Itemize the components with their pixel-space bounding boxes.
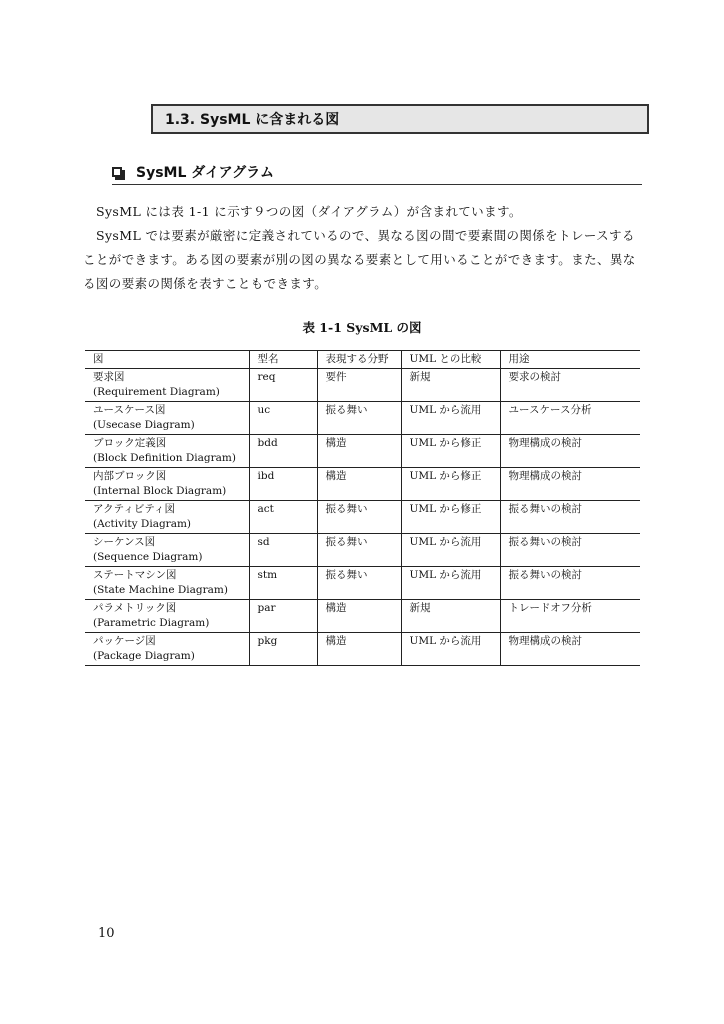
usage-cell: 物理構成の検討 bbox=[500, 435, 640, 468]
diagram-name-cell bbox=[85, 501, 249, 534]
diagram-name-cell bbox=[85, 369, 249, 402]
diagram-name-ja: アクティビティ図 bbox=[93, 503, 176, 515]
usage-cell: 物理構成の検討 bbox=[500, 633, 640, 666]
domain-cell: 振る舞い bbox=[317, 501, 401, 534]
diagram-name-cell bbox=[85, 534, 249, 567]
domain-cell: 振る舞い bbox=[317, 567, 401, 600]
diagram-type-cell: bdd bbox=[249, 435, 317, 468]
diagram-type-cell: par bbox=[249, 600, 317, 633]
table-row bbox=[85, 567, 640, 600]
diagram-name-en: (Package Diagram) bbox=[93, 650, 195, 662]
table-row bbox=[85, 501, 640, 534]
domain-cell: 構造 bbox=[317, 633, 401, 666]
diagram-name-ja: シーケンス図 bbox=[93, 536, 156, 548]
diagram-name-cell bbox=[85, 435, 249, 468]
paragraph: SysML には表 1-1 に示す９つの図（ダイアグラム）が含まれています。 bbox=[96, 204, 522, 219]
uml-comparison-cell: UML から修正 bbox=[401, 435, 500, 468]
diagram-name-cell bbox=[85, 633, 249, 666]
uml-comparison-cell: UML から流用 bbox=[401, 633, 500, 666]
domain-cell: 構造 bbox=[317, 600, 401, 633]
table-row bbox=[85, 534, 640, 567]
diagram-name-ja: パラメトリック図 bbox=[93, 602, 177, 614]
usage-cell: トレードオフ分析 bbox=[500, 600, 640, 633]
diagram-name-ja: ブロック定義図 bbox=[93, 437, 167, 449]
table-row bbox=[85, 402, 640, 435]
uml-comparison-cell: UML から流用 bbox=[401, 567, 500, 600]
section-title: 1.3. SysML に含まれる図 bbox=[165, 112, 340, 128]
column-header: UML との比較 bbox=[401, 351, 500, 369]
domain-cell: 構造 bbox=[317, 468, 401, 501]
checkbox-icon bbox=[112, 167, 122, 177]
table-row bbox=[85, 435, 640, 468]
column-header: 表現する分野 bbox=[317, 351, 401, 369]
paragraph: SysML では要素が厳密に定義されているので、異なる図の間で要素間の関係をトレースすることができます。ある図の要素が別の図の異なる要素として用いることができます。また、異なる図の要素の関係を表すこともできます。 bbox=[83, 228, 636, 291]
sysml-diagram-table bbox=[85, 350, 640, 666]
diagram-name-cell bbox=[85, 600, 249, 633]
column-header: 型名 bbox=[249, 351, 317, 369]
body-text bbox=[83, 200, 643, 296]
table-row bbox=[85, 600, 640, 633]
diagram-name-en: (State Machine Diagram) bbox=[93, 584, 228, 596]
usage-cell: 振る舞いの検討 bbox=[500, 534, 640, 567]
diagram-type-cell: act bbox=[249, 501, 317, 534]
table-header-row bbox=[85, 351, 640, 369]
usage-cell: 振る舞いの検討 bbox=[500, 567, 640, 600]
domain-cell: 振る舞い bbox=[317, 402, 401, 435]
diagram-name-en: (Usecase Diagram) bbox=[93, 419, 195, 431]
diagram-name-en: (Requirement Diagram) bbox=[93, 386, 220, 398]
subsection-heading bbox=[112, 162, 642, 182]
diagram-name-en: (Parametric Diagram) bbox=[93, 617, 210, 629]
diagram-name-ja: 内部ブロック図 bbox=[93, 470, 167, 482]
page-number: 10 bbox=[98, 926, 115, 941]
diagram-name-ja: パッケージ図 bbox=[93, 635, 156, 647]
diagram-type-cell: ibd bbox=[249, 468, 317, 501]
domain-cell: 構造 bbox=[317, 435, 401, 468]
diagram-name-en: (Sequence Diagram) bbox=[93, 551, 203, 563]
column-header: 用途 bbox=[500, 351, 640, 369]
diagram-type-cell: stm bbox=[249, 567, 317, 600]
uml-comparison-cell: 新規 bbox=[401, 600, 500, 633]
table-caption: 表 1-1 SysML の図 bbox=[302, 320, 422, 335]
domain-cell: 要件 bbox=[317, 369, 401, 402]
uml-comparison-cell: 新規 bbox=[401, 369, 500, 402]
usage-cell: ユースケース分析 bbox=[500, 402, 640, 435]
usage-cell: 物理構成の検討 bbox=[500, 468, 640, 501]
column-header: 図 bbox=[85, 351, 249, 369]
diagram-name-cell bbox=[85, 402, 249, 435]
domain-cell: 振る舞い bbox=[317, 534, 401, 567]
diagram-type-cell: uc bbox=[249, 402, 317, 435]
diagram-type-cell: sd bbox=[249, 534, 317, 567]
diagram-type-cell: req bbox=[249, 369, 317, 402]
uml-comparison-cell: UML から流用 bbox=[401, 402, 500, 435]
diagram-name-cell bbox=[85, 567, 249, 600]
uml-comparison-cell: UML から修正 bbox=[401, 501, 500, 534]
uml-comparison-cell: UML から修正 bbox=[401, 468, 500, 501]
diagram-name-ja: 要求図 bbox=[93, 371, 125, 383]
diagram-name-ja: ステートマシン図 bbox=[93, 569, 177, 581]
diagram-name-en: (Internal Block Diagram) bbox=[93, 485, 227, 497]
table-row bbox=[85, 633, 640, 666]
section-heading bbox=[151, 104, 649, 134]
diagram-name-cell bbox=[85, 468, 249, 501]
table-row bbox=[85, 369, 640, 402]
subsection-title: SysML ダイアグラム bbox=[136, 165, 275, 181]
diagram-name-en: (Activity Diagram) bbox=[93, 518, 192, 530]
uml-comparison-cell: UML から流用 bbox=[401, 534, 500, 567]
diagram-name-ja: ユースケース図 bbox=[93, 404, 166, 416]
table-row bbox=[85, 468, 640, 501]
usage-cell: 要求の検討 bbox=[500, 369, 640, 402]
usage-cell: 振る舞いの検討 bbox=[500, 501, 640, 534]
diagram-name-en: (Block Definition Diagram) bbox=[93, 452, 236, 464]
diagram-type-cell: pkg bbox=[249, 633, 317, 666]
subsection-rule bbox=[112, 184, 642, 185]
